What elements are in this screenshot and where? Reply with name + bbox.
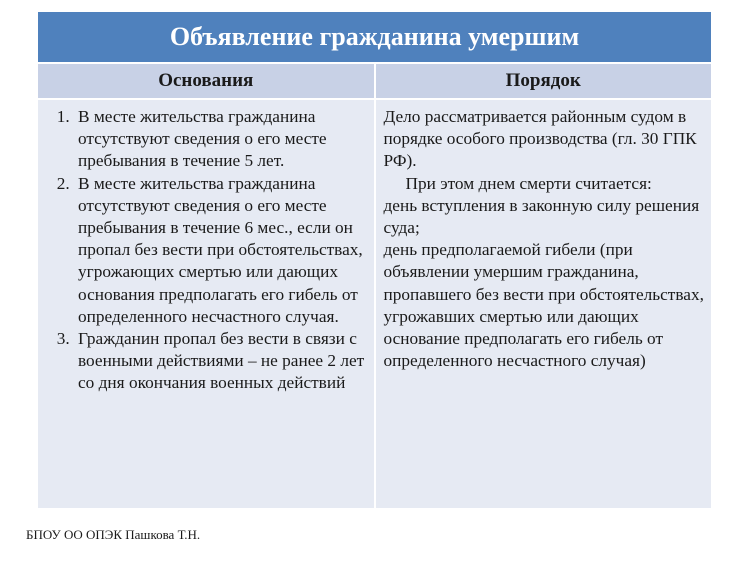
procedure-cell	[376, 100, 712, 508]
header-grounds: Основания	[38, 64, 376, 98]
slide-table	[38, 12, 711, 508]
slide-title: Объявление гражданина умершим	[38, 12, 711, 64]
table-body-row	[38, 100, 711, 508]
footer-credit: БПОУ ОО ОПЭК Пашкова Т.Н.	[26, 527, 201, 542]
grounds-item-2: 2. В месте жительства гражданина отсутствуют сведения о его месте пребывания в течение 6 мес., если он пропал без вести при обстоятельствах, угрожающих смертью или дающих основания предполагать его гибель от определенного несчастного случая.	[74, 173, 368, 328]
header-procedure: Порядок	[505, 70, 581, 91]
grounds-item-1: 1. В месте жительства гражданина отсутствуют сведения о его месте пребывания в течение 5 лет.	[74, 106, 368, 173]
grounds-cell	[38, 100, 376, 508]
grounds-item-3: 3. Гражданин пропал без вести в связи с военными действиями – не ранее 2 лет со дня окончания военных действий	[74, 328, 368, 395]
procedure-paragraph-3: день вступления в законную силу решения суда;	[383, 195, 700, 238]
grounds-list	[46, 106, 368, 395]
procedure-paragraph-4: день предполагаемой гибели (при объявлении умершим гражданина, пропавшего без вести при обстоятельствах, угрожавших смертью или дающих основание предполагать его гибель от определенного несчастного случая)	[383, 240, 704, 371]
procedure-paragraph-2: При этом днем смерти считается:	[405, 173, 652, 193]
procedure-paragraph-1: Дело рассматривается районным судом в порядке особого производства (гл. 30 ГПК РФ).	[383, 107, 697, 171]
table-header-row	[38, 64, 711, 100]
